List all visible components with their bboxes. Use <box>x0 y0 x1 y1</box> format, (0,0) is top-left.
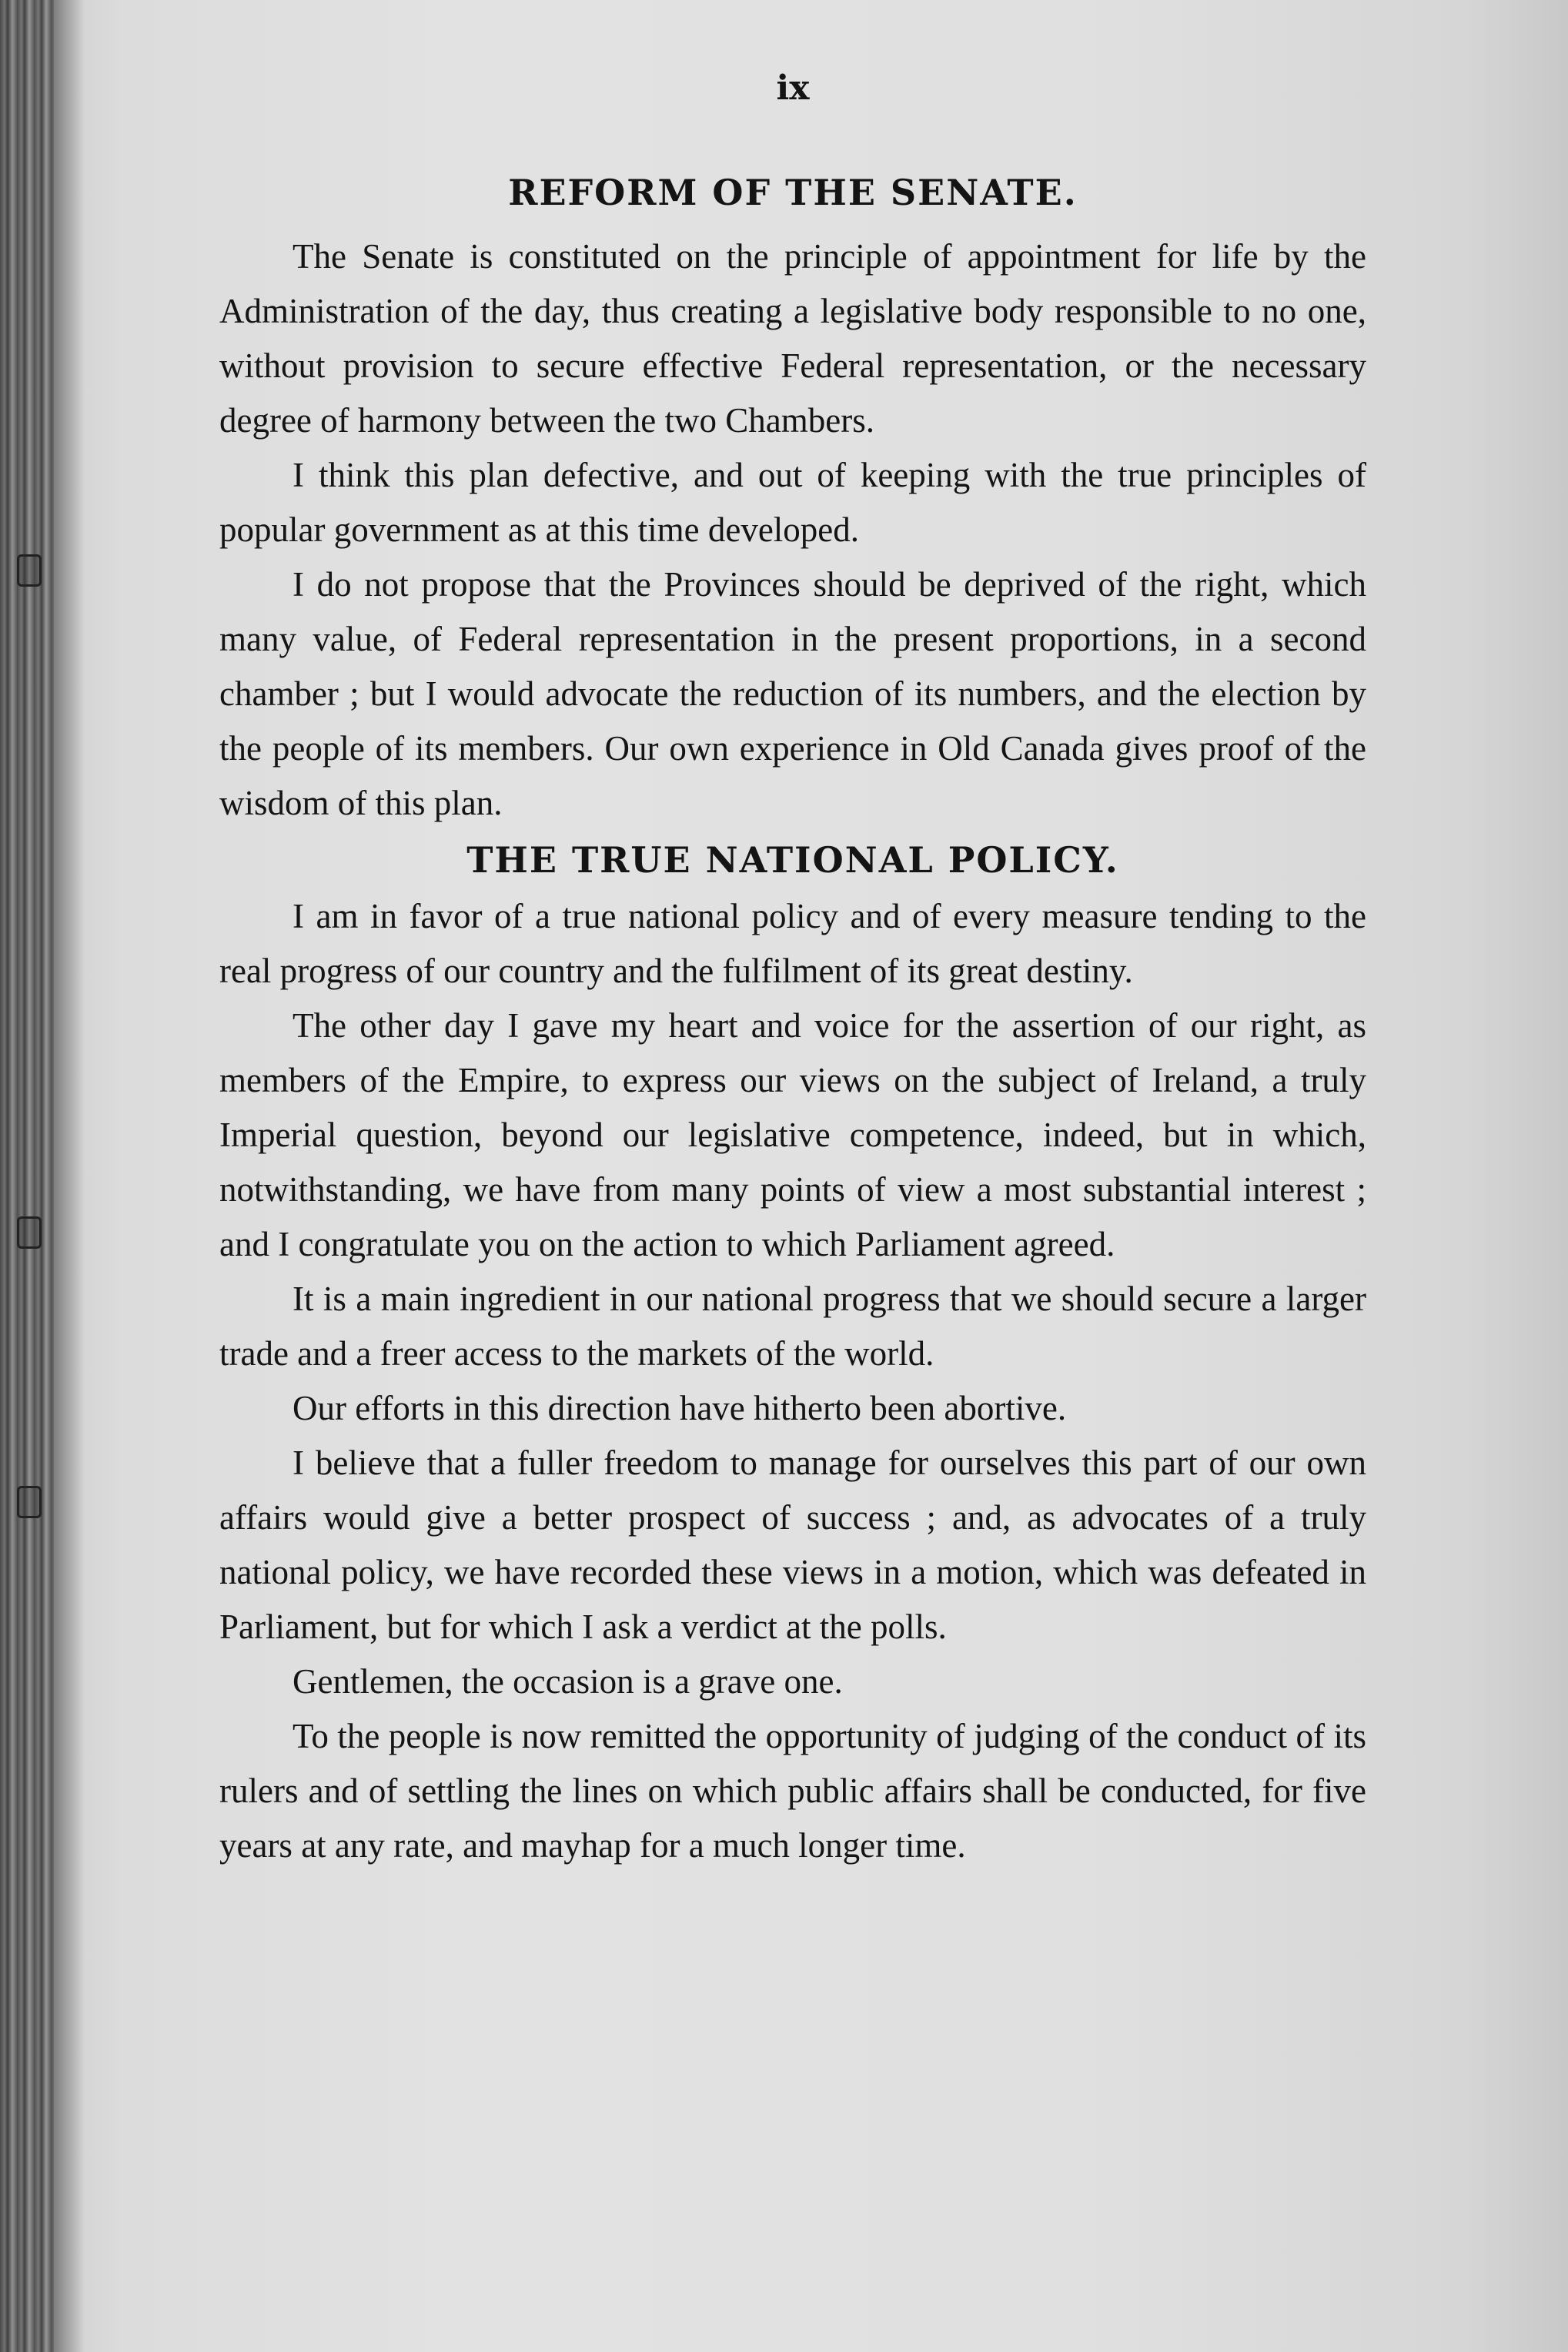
paragraph: Gentlemen, the occasion is a grave one. <box>293 1662 843 1701</box>
binding-shadow <box>54 0 85 2352</box>
binding-stitch <box>17 1216 42 1249</box>
binding-stitch <box>17 1486 42 1518</box>
page-number: ix <box>776 69 810 108</box>
section-heading-reform-of-the-senate: REFORM OF THE SENATE. <box>508 172 1078 213</box>
paragraph: The Senate is constituted on the principle of appointment for life by the Administration of the day, thus creating a legislative body responsible to no one, without provision to secure effective Federal representation, or the necessary degree of harmony between the two Chambers. <box>219 237 1366 440</box>
section-heading-true-national-policy: THE TRUE NATIONAL POLICY. <box>466 839 1119 881</box>
paragraph: Our efforts in this direction have hitherto been abortive. <box>293 1389 1067 1427</box>
paragraph: It is a main ingredient in our national progress that we should secure a larger trade and a freer access to the markets of the world. <box>219 1280 1366 1373</box>
paragraph: To the people is now remitted the opportunity of judging of the conduct of its rulers and of settling the lines on which public affairs shall be conducted, for five years at any rate, and mayhap for a much longer time. <box>219 1717 1366 1865</box>
page-content <box>219 69 1366 1873</box>
paragraph: I am in favor of a true national policy and of every measure tending to the real progress of our country and the fulfilment of its great destiny. <box>219 897 1366 990</box>
paragraph: I believe that a fuller freedom to manage for ourselves this part of our own affairs would give a better prospect of success ; and, as advocates of a truly national policy, we have recorded these views in a motion, which was defeated in Parliament, but for which I ask a verdict at the polls. <box>219 1444 1366 1646</box>
binding-stitch <box>17 554 42 587</box>
paragraph: I do not propose that the Provinces should be deprived of the right, which many value, of Federal representation in the present proportions, in a second chamber ; but I would advocate the reduction of its numbers, and the election by the people of its members. Our own experience in Old Canada gives proof of the wisdom of this plan. <box>219 565 1366 822</box>
book-binding <box>0 0 54 2352</box>
paragraph: I think this plan defective, and out of keeping with the true principles of popular government as at this time developed. <box>219 456 1366 549</box>
paragraph: The other day I gave my heart and voice for the assertion of our right, as members of the Empire, to express our views on the subject of Ireland, a truly Imperial question, beyond our legislative competence, indeed, but in which, notwithstanding, we have from many points of view a most substantial interest ; and I congratulate you on the action to which Parliament agreed. <box>219 1006 1366 1263</box>
